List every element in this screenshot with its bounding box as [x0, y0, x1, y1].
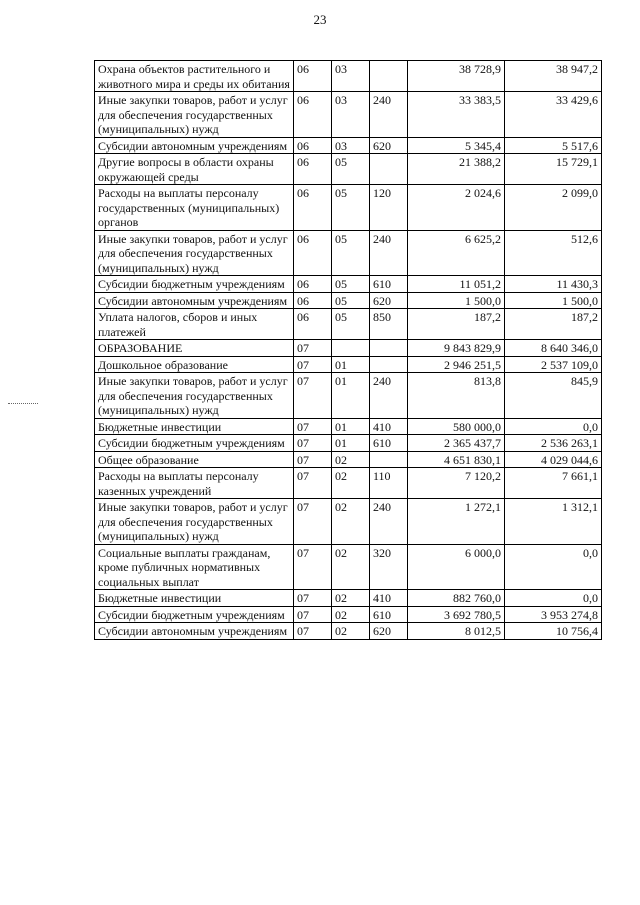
budget-table: [94, 60, 602, 640]
table-row: [95, 230, 602, 276]
row-name-cell: Иные закупки товаров, работ и услуг для обеспечения государственных (муниципальных) нужд: [95, 230, 294, 276]
row-name-cell: Иные закупки товаров, работ и услуг для обеспечения государственных (муниципальных) нужд: [95, 373, 294, 419]
row-subsection-code-cell: 05: [332, 309, 370, 340]
row-section-code-cell: 07: [294, 544, 332, 590]
row-amount-2-cell: 15 729,1: [505, 154, 602, 185]
row-subsection-code-cell: 01: [332, 373, 370, 419]
row-amount-1-cell: 4 651 830,1: [408, 451, 505, 468]
row-name-cell: ОБРАЗОВАНИЕ: [95, 340, 294, 357]
margin-scan-mark: [8, 403, 38, 406]
row-name-cell: Дошкольное образование: [95, 356, 294, 373]
row-expense-type-code-cell: [370, 356, 408, 373]
table-row: [95, 154, 602, 185]
row-amount-2-cell: 845,9: [505, 373, 602, 419]
row-amount-1-cell: 9 843 829,9: [408, 340, 505, 357]
table-row: [95, 61, 602, 92]
table-row: [95, 418, 602, 435]
row-section-code-cell: 06: [294, 230, 332, 276]
row-subsection-code-cell: 03: [332, 92, 370, 138]
row-amount-2-cell: 0,0: [505, 590, 602, 607]
row-name-cell: Общее образование: [95, 451, 294, 468]
row-subsection-code-cell: 02: [332, 451, 370, 468]
row-subsection-code-cell: 01: [332, 435, 370, 452]
row-amount-1-cell: 11 051,2: [408, 276, 505, 293]
row-subsection-code-cell: 05: [332, 154, 370, 185]
row-name-cell: Субсидии автономным учреждениям: [95, 137, 294, 154]
row-section-code-cell: 07: [294, 623, 332, 640]
row-subsection-code-cell: [332, 340, 370, 357]
row-amount-2-cell: 2 099,0: [505, 185, 602, 231]
row-expense-type-code-cell: 240: [370, 373, 408, 419]
row-amount-1-cell: 580 000,0: [408, 418, 505, 435]
row-amount-1-cell: 6 000,0: [408, 544, 505, 590]
row-subsection-code-cell: 03: [332, 137, 370, 154]
row-name-cell: Уплата налогов, сборов и иных платежей: [95, 309, 294, 340]
row-expense-type-code-cell: 320: [370, 544, 408, 590]
row-amount-2-cell: 1 312,1: [505, 499, 602, 545]
row-name-cell: Расходы на выплаты персоналу казенных учреждений: [95, 468, 294, 499]
row-amount-1-cell: 8 012,5: [408, 623, 505, 640]
row-subsection-code-cell: 02: [332, 623, 370, 640]
table-row: [95, 590, 602, 607]
row-name-cell: Иные закупки товаров, работ и услуг для обеспечения государственных (муниципальных) нужд: [95, 499, 294, 545]
row-expense-type-code-cell: 240: [370, 230, 408, 276]
table-row: [95, 499, 602, 545]
row-subsection-code-cell: 01: [332, 356, 370, 373]
row-expense-type-code-cell: 620: [370, 137, 408, 154]
row-amount-1-cell: 33 383,5: [408, 92, 505, 138]
table-row: [95, 606, 602, 623]
row-expense-type-code-cell: 410: [370, 590, 408, 607]
row-section-code-cell: 06: [294, 292, 332, 309]
row-amount-1-cell: 813,8: [408, 373, 505, 419]
row-section-code-cell: 07: [294, 356, 332, 373]
row-amount-1-cell: 2 365 437,7: [408, 435, 505, 452]
table-row: [95, 623, 602, 640]
row-name-cell: Бюджетные инвестиции: [95, 590, 294, 607]
row-amount-2-cell: 0,0: [505, 418, 602, 435]
row-subsection-code-cell: 03: [332, 61, 370, 92]
row-subsection-code-cell: 02: [332, 606, 370, 623]
row-subsection-code-cell: 02: [332, 499, 370, 545]
row-amount-2-cell: 7 661,1: [505, 468, 602, 499]
row-section-code-cell: 06: [294, 185, 332, 231]
row-amount-1-cell: 6 625,2: [408, 230, 505, 276]
table-row: [95, 451, 602, 468]
row-expense-type-code-cell: 850: [370, 309, 408, 340]
row-expense-type-code-cell: [370, 340, 408, 357]
row-amount-1-cell: 7 120,2: [408, 468, 505, 499]
row-amount-2-cell: 187,2: [505, 309, 602, 340]
row-amount-2-cell: 2 537 109,0: [505, 356, 602, 373]
row-subsection-code-cell: 05: [332, 292, 370, 309]
table-row: [95, 92, 602, 138]
row-name-cell: Другие вопросы в области охраны окружающей среды: [95, 154, 294, 185]
row-expense-type-code-cell: 240: [370, 499, 408, 545]
row-amount-1-cell: 882 760,0: [408, 590, 505, 607]
row-section-code-cell: 06: [294, 276, 332, 293]
row-section-code-cell: 06: [294, 154, 332, 185]
row-expense-type-code-cell: 610: [370, 606, 408, 623]
row-expense-type-code-cell: [370, 451, 408, 468]
row-expense-type-code-cell: [370, 61, 408, 92]
row-subsection-code-cell: 05: [332, 276, 370, 293]
row-section-code-cell: 07: [294, 451, 332, 468]
row-name-cell: Субсидии бюджетным учреждениям: [95, 435, 294, 452]
row-amount-1-cell: 2 946 251,5: [408, 356, 505, 373]
row-name-cell: Субсидии бюджетным учреждениям: [95, 276, 294, 293]
row-name-cell: Охрана объектов растительного и животного мира и среды их обитания: [95, 61, 294, 92]
row-amount-2-cell: 3 953 274,8: [505, 606, 602, 623]
row-amount-1-cell: 1 272,1: [408, 499, 505, 545]
row-subsection-code-cell: 02: [332, 590, 370, 607]
budget-table-body: [95, 61, 602, 640]
row-amount-2-cell: 5 517,6: [505, 137, 602, 154]
row-amount-2-cell: 0,0: [505, 544, 602, 590]
row-amount-2-cell: 512,6: [505, 230, 602, 276]
row-amount-2-cell: 33 429,6: [505, 92, 602, 138]
row-name-cell: Субсидии бюджетным учреждениям: [95, 606, 294, 623]
row-name-cell: Субсидии автономным учреждениям: [95, 292, 294, 309]
table-row: [95, 137, 602, 154]
table-row: [95, 468, 602, 499]
row-section-code-cell: 07: [294, 373, 332, 419]
row-section-code-cell: 07: [294, 499, 332, 545]
row-section-code-cell: 07: [294, 435, 332, 452]
row-amount-1-cell: 21 388,2: [408, 154, 505, 185]
row-section-code-cell: 07: [294, 418, 332, 435]
row-amount-2-cell: 1 500,0: [505, 292, 602, 309]
row-name-cell: Расходы на выплаты персоналу государственных (муниципальных) органов: [95, 185, 294, 231]
row-expense-type-code-cell: 410: [370, 418, 408, 435]
row-amount-1-cell: 3 692 780,5: [408, 606, 505, 623]
table-row: [95, 356, 602, 373]
row-amount-1-cell: 38 728,9: [408, 61, 505, 92]
table-row: [95, 276, 602, 293]
row-amount-1-cell: 187,2: [408, 309, 505, 340]
row-expense-type-code-cell: [370, 154, 408, 185]
row-section-code-cell: 07: [294, 468, 332, 499]
table-row: [95, 185, 602, 231]
row-subsection-code-cell: 02: [332, 544, 370, 590]
page-number: 23: [313, 12, 327, 27]
row-section-code-cell: 07: [294, 590, 332, 607]
row-name-cell: Социальные выплаты гражданам, кроме публичных нормативных социальных выплат: [95, 544, 294, 590]
row-amount-1-cell: 1 500,0: [408, 292, 505, 309]
table-row: [95, 435, 602, 452]
table-row: [95, 544, 602, 590]
row-amount-2-cell: 11 430,3: [505, 276, 602, 293]
row-subsection-code-cell: 01: [332, 418, 370, 435]
row-subsection-code-cell: 05: [332, 230, 370, 276]
row-name-cell: Бюджетные инвестиции: [95, 418, 294, 435]
row-amount-2-cell: 4 029 044,6: [505, 451, 602, 468]
row-name-cell: Иные закупки товаров, работ и услуг для обеспечения государственных (муниципальных) нужд: [95, 92, 294, 138]
row-expense-type-code-cell: 610: [370, 435, 408, 452]
row-expense-type-code-cell: 620: [370, 292, 408, 309]
row-section-code-cell: 07: [294, 606, 332, 623]
row-subsection-code-cell: 02: [332, 468, 370, 499]
row-expense-type-code-cell: 120: [370, 185, 408, 231]
row-section-code-cell: 06: [294, 309, 332, 340]
row-expense-type-code-cell: 610: [370, 276, 408, 293]
row-subsection-code-cell: 05: [332, 185, 370, 231]
row-section-code-cell: 06: [294, 92, 332, 138]
table-row: [95, 373, 602, 419]
table-row: [95, 340, 602, 357]
table-row: [95, 292, 602, 309]
row-section-code-cell: 07: [294, 340, 332, 357]
row-expense-type-code-cell: 110: [370, 468, 408, 499]
row-expense-type-code-cell: 240: [370, 92, 408, 138]
row-section-code-cell: 06: [294, 137, 332, 154]
row-amount-2-cell: 8 640 346,0: [505, 340, 602, 357]
row-amount-2-cell: 10 756,4: [505, 623, 602, 640]
table-row: [95, 309, 602, 340]
row-amount-2-cell: 2 536 263,1: [505, 435, 602, 452]
row-expense-type-code-cell: 620: [370, 623, 408, 640]
row-amount-1-cell: 2 024,6: [408, 185, 505, 231]
row-amount-2-cell: 38 947,2: [505, 61, 602, 92]
row-amount-1-cell: 5 345,4: [408, 137, 505, 154]
row-name-cell: Субсидии автономным учреждениям: [95, 623, 294, 640]
row-section-code-cell: 06: [294, 61, 332, 92]
